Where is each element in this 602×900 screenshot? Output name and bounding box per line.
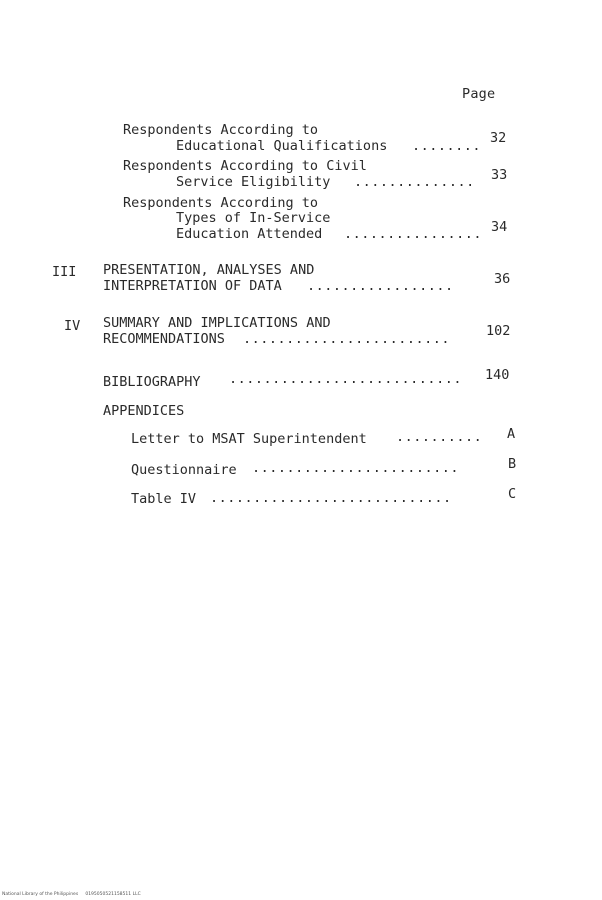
bibliography-leader: ........................... [229,371,462,387]
toc-sub-entry-3-line3: Education Attended [176,226,323,242]
bibliography-page: 140 [485,367,510,383]
toc-sub-entry-3-line2: Types of In-Service [176,210,331,226]
appendix-b-leader: ........................ [252,460,460,476]
toc-sub-entry-1-leader: ........ [412,138,482,154]
scan-footer-note: National Library of the Philippines 0195050521158511 LLC [2,892,141,897]
chapter-3-page: 36 [494,271,511,287]
appendix-b-page: B [508,456,517,472]
appendix-a-leader: .......... [396,429,483,445]
chapter-4-page: 102 [486,323,511,339]
chapter-3-title-line1: PRESENTATION, ANALYSES AND [103,262,315,278]
appendix-c-page: C [508,486,517,502]
appendices-label: APPENDICES [103,403,185,419]
chapter-3-leader: ................. [307,278,454,294]
appendix-a-label: Letter to MSAT Superintendent [131,431,367,447]
appendix-b-label: Questionnaire [131,462,237,478]
appendix-a-page: A [507,426,516,442]
page-column-header: Page [462,86,496,102]
toc-sub-entry-3-line1: Respondents According to [123,195,319,211]
toc-sub-entry-2-leader: .............. [354,174,475,190]
appendix-c-label: Table IV [131,491,197,507]
toc-sub-entry-1-page: 32 [490,130,507,146]
toc-sub-entry-3-leader: ................ [344,226,483,242]
toc-sub-entry-2-line1: Respondents According to Civil [123,158,367,174]
bibliography-label: BIBLIOGRAPHY [103,374,201,390]
chapter-4-leader: ........................ [243,331,451,347]
chapter-3-numeral: III [52,264,77,280]
toc-sub-entry-2-page: 33 [491,167,508,183]
toc-sub-entry-3-page: 34 [491,219,508,235]
chapter-4-title-line2: RECOMMENDATIONS [103,331,225,347]
chapter-3-title-line2: INTERPRETATION OF DATA [103,278,282,294]
toc-sub-entry-2-line2: Service Eligibility [176,174,331,190]
appendix-c-leader: ............................ [210,490,452,506]
toc-sub-entry-1-line1: Respondents According to [123,122,319,138]
chapter-4-title-line1: SUMMARY AND IMPLICATIONS AND [103,315,331,331]
toc-sub-entry-1-line2: Educational Qualifications [176,138,388,154]
chapter-4-numeral: IV [64,318,81,334]
